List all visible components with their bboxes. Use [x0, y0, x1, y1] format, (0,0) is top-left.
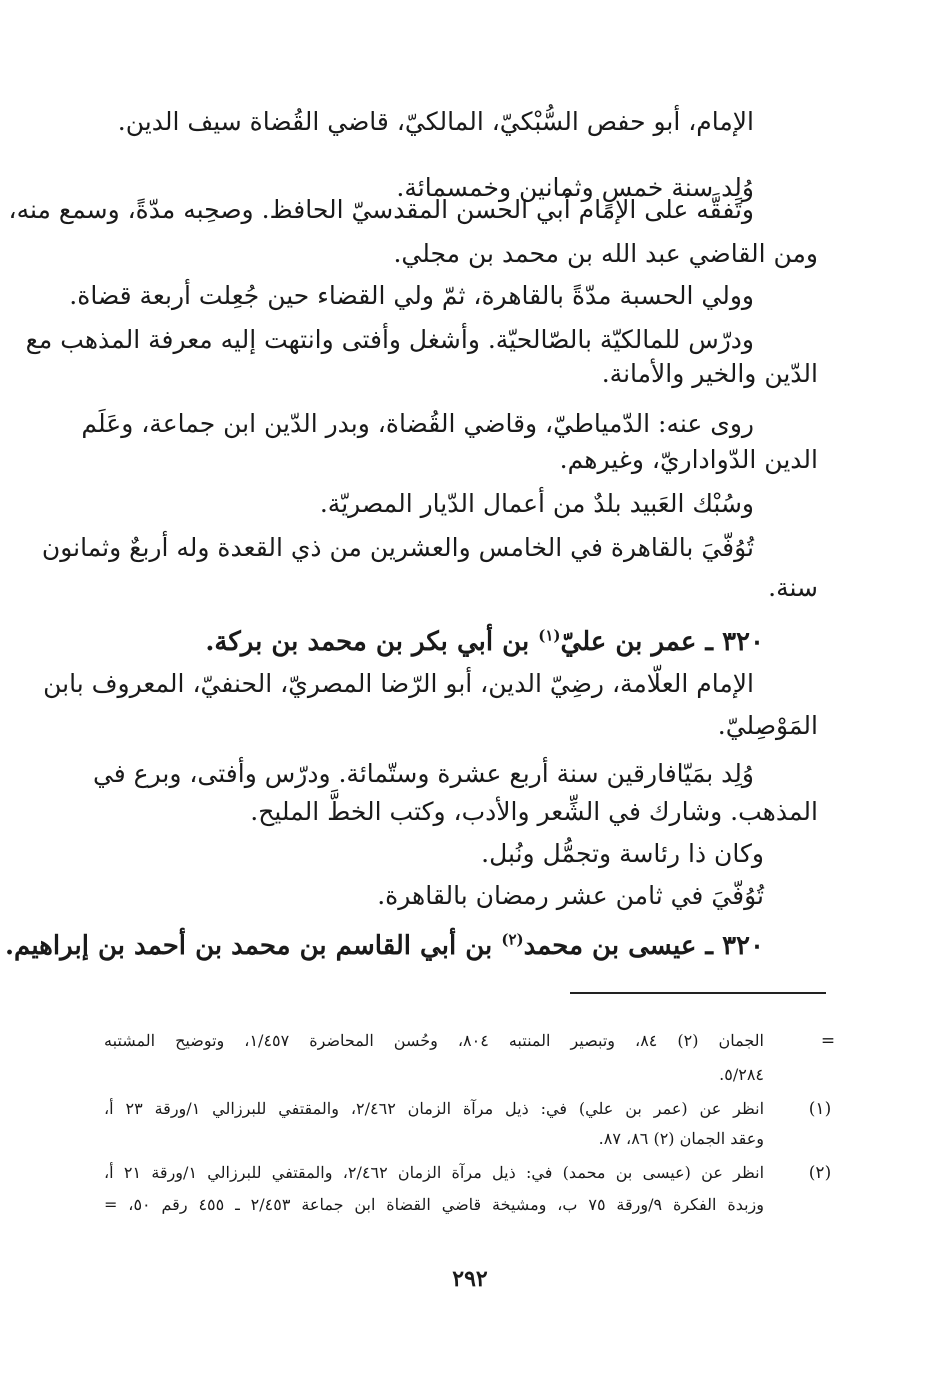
body-line: وولي الحسبة مدّةً بالقاهرة، ثمّ ولي القضاء حين جُعِلت أربعة قضاة.: [69, 281, 754, 310]
entry-number: ٣٢٠ ـ: [705, 627, 764, 657]
body-line: وتَفقَّه على الإمام أبي الحسن المقدسيّ الحافظ. وصحِبه مدّةً، وسمع منه،: [8, 195, 754, 224]
page-number: ٢٩٢: [452, 1266, 488, 1292]
footnote-line: وزبدة الفكرة ٩/ورقة ٧٥ ب، ومشيخة قاضي القضاة ابن جماعة ٢/٤٥٣ ـ ٤٥٥ رقم ٥٠، =: [104, 1195, 765, 1214]
footnote-mark-1: (١): [808, 1099, 832, 1119]
footnote-mark-2: (٢): [808, 1163, 832, 1183]
body-line: ومن القاضي عبد الله بن محمد بن مجلي.: [393, 239, 818, 268]
body-line: روى عنه: الدّمياطيّ، وقاضي القُضاة، وبدر الدّين ابن جماعة، وعَلَم: [81, 409, 754, 438]
body-line: الإمام العلّامة، رضِيّ الدين، أبو الرّضا المصريّ، الحنفيّ، المعروف بابن: [43, 669, 754, 698]
footnote-separator: [570, 992, 826, 994]
footnote-line: ٥/٢٨٤.: [719, 1065, 764, 1084]
body-line: تُوُفّيَ بالقاهرة في الخامس والعشرين من ذي القعدة وله أربعٌ وثمانون: [41, 533, 754, 562]
entry-number: ٣٢٠ ـ: [705, 931, 764, 961]
footnote-ref-1[interactable]: (١): [538, 626, 561, 645]
entry-lineage: بن أبي القاسم بن محمد بن أحمد بن إبراهيم.: [4, 931, 493, 961]
footnote-ref-2[interactable]: (٢): [501, 930, 524, 949]
entry-name: عيسى بن محمد: [523, 931, 697, 961]
body-line: الإمام، أبو حفص السُّبْكيّ، المالكيّ، قاضي القُضاة سيف الدين.: [117, 107, 754, 136]
footnote-line: الجمان (٢) ٨٤، وتبصير المنتبه ٨٠٤، وحُسن المحاضرة ١/٤٥٧، وتوضيح المشتبه: [104, 1031, 764, 1050]
entry-heading-umar: [200, 622, 764, 662]
body-line: تُوُفّيَ في ثامن عشر رمضان بالقاهرة.: [377, 881, 764, 910]
body-line: وكان ذا رئاسة وتجمُّل ونُبل.: [481, 839, 764, 868]
entry-heading-isa: [4, 926, 764, 966]
body-line: سنة.: [768, 573, 818, 602]
body-line: الدين الدّواداريّ، وغيرهم.: [559, 445, 818, 474]
footnote-line: انظر عن (عيسى بن محمد) في: ذيل مرآة الزمان ٢/٤٦٢، والمقتفي للبرزالي ١/ورقة ٢١ أ،: [104, 1163, 765, 1182]
body-line: ودرّس للمالكيّة بالصّالحيّة. وأشغل وأفتى وانتهت إليه معرفة المذهب مع: [25, 325, 754, 354]
entry-lineage: بن أبي بكر بن محمد بن بركة.: [205, 627, 530, 657]
footnote-line: انظر عن (عمر بن علي) في: ذيل مرآة الزمان ٢/٤٦٢، والمقتفي للبرزالي ١/ورقة ٢٣ أ،: [104, 1099, 765, 1118]
body-line: وسُبْك العَبيد بلدٌ من أعمال الدّيار المصريّة.: [319, 489, 754, 518]
body-line: وُلِد سنة خمسٍ وثمانين وخمسمائة.: [396, 173, 754, 202]
body-line: المذهب. وشارك في الشِّعر والأدب، وكتب الخطَّ المليح.: [250, 797, 818, 826]
body-line: الدّين والخير والأمانة.: [601, 359, 818, 388]
body-line: المَوْصِليّ.: [717, 711, 818, 740]
body-line: وُلِد بمَيّافارقين سنة أربع عشرة وستّمائة. ودرّس وأفتى، وبرع في: [92, 759, 754, 788]
entry-name: عمر بن عليّ: [560, 627, 697, 657]
footnote-continuation-mark: =: [820, 1031, 836, 1051]
footnote-line: وعقد الجمان (٢) ٨٦، ٨٧.: [598, 1129, 764, 1148]
